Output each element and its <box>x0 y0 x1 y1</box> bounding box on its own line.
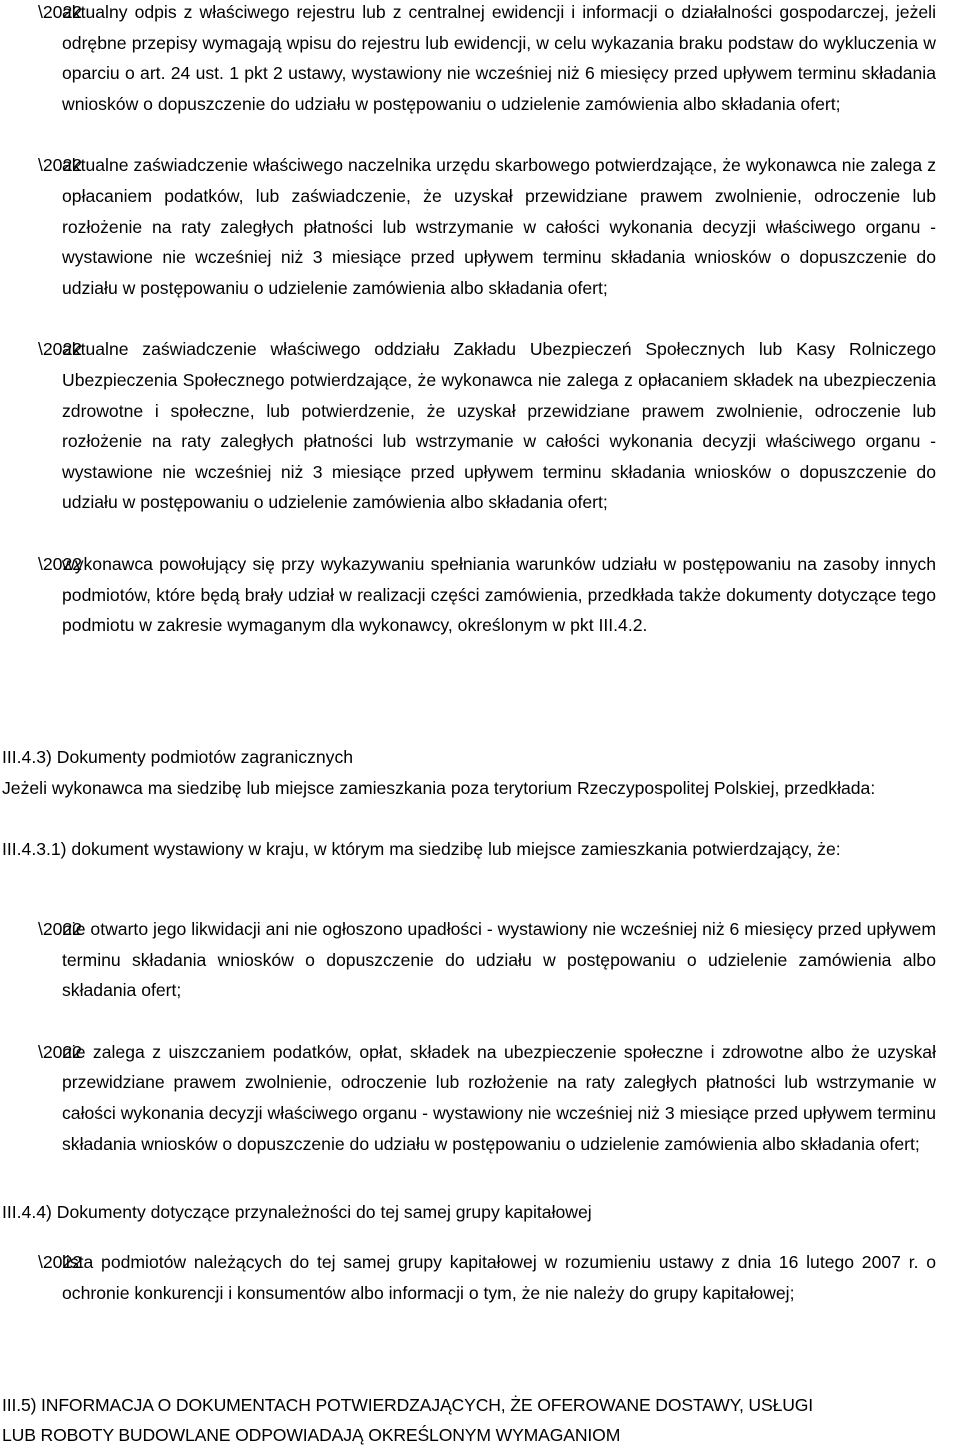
document-list-433 <box>0 914 960 1159</box>
section-heading-444: III.4.4) Dokumenty dotyczące przynależności do tej samej grupy kapitałowej <box>2 1202 592 1222</box>
section-heading-35-line1: III.5) INFORMACJA O DOKUMENTACH POTWIERDZAJĄCYCH, ŻE OFEROWANE DOSTAWY, USŁUGI <box>2 1395 814 1415</box>
list-item: • aktualne zaświadczenie właściwego oddziału Zakładu Ubezpieczeń Społecznych lub Kasy Rolniczego Ubezpieczenia Społecznego potwierdzające, że wykonawca nie zalega z opłacaniem składek na ubezpieczenia zdrowotne i społeczne, lub potwierdzenie, że uzyskał przewidziane prawem zwolnienie, odroczenie lub rozłożenie na raty zaległych płatności lub wstrzymanie w całości wykonania decyzji właściwego organu - wystawione nie wcześniej niż 3 miesiące przed upływem terminu składania wniosków o dopuszczenie do udziału w postępowaniu o udzielenie zamówienia albo składania ofert; <box>0 334 960 518</box>
list-item: • aktualne zaświadczenie właściwego naczelnika urzędu skarbowego potwierdzające, że wykonawca nie zalega z opłacaniem podatków, lub zaświadczenie, że uzyskał przewidziane prawem zwolnienie, odroczenie lub rozłożenie na raty zaległych płatności lub wstrzymanie w całości wykonania decyzji właściwego organu - wystawione nie wcześniej niż 3 miesiące przed upływem terminu składania wniosków o dopuszczenie do udziału w postępowaniu o udzielenie zamówienia albo składania ofert; <box>0 150 960 303</box>
list-item: • wykonawca powołujący się przy wykazywaniu spełniania warunków udziału w postępowaniu na zasoby innych podmiotów, które będą brały udział w realizacji części zamówienia, przedkłada także dokumenty dotyczące tego podmiotu w zakresie wymaganym dla wykonawcy, określonym w pkt III.4.2. <box>0 549 960 641</box>
list-item: • nie otwarto jego likwidacji ani nie ogłoszono upadłości - wystawiony nie wcześniej niż 6 miesięcy przed upływem terminu składania wniosków o dopuszczenie do udziału w postępowaniu o udzielenie zamówienia albo składania ofert; <box>0 914 960 1006</box>
section-heading-35-line2: LUB ROBOTY BUDOWLANE ODPOWIADAJĄ OKREŚLONYM WYMAGANIOM <box>2 1425 621 1445</box>
list-item: • nie zalega z uiszczaniem podatków, opłat, składek na ubezpieczenie społeczne i zdrowotne albo że uzyskał przewidziane prawem zwolnienie, odroczenie lub rozłożenie na raty zaległych płatności lub wstrzymanie w całości wykonania decyzji właściwego organu - wystawiony nie wcześniej niż 3 miesiące przed upływem terminu składania wniosków o dopuszczenie do udziału w postępowaniu o udzielenie zamówienia albo składania ofert; <box>0 1037 960 1159</box>
document-list-444 <box>0 1247 960 1308</box>
list-item: • lista podmiotów należących do tej samej grupy kapitałowej w rozumieniu ustawy z dnia 16 lutego 2007 r. o ochronie konkurencji i konsumentów albo informacji o tym, że nie należy do grupy kapitałowej; <box>0 1247 960 1308</box>
section-intro-433: Jeżeli wykonawca ma siedzibę lub miejsce zamieszkania poza terytorium Rzeczypospolitej Polskiej, przedkłada: <box>2 778 876 798</box>
section-heading-433: III.4.3) Dokumenty podmiotów zagranicznych <box>2 747 354 767</box>
list-item: • aktualny odpis z właściwego rejestru lub z centralnej ewidencji i informacji o działalności gospodarczej, jeżeli odrębne przepisy wymagają wpisu do rejestru lub ewidencji, w celu wykazania braku podstaw do wykluczenia w oparciu o art. 24 ust. 1 pkt 2 ustawy, wystawiony nie wcześniej niż 6 miesięcy przed upływem terminu składania wniosków o dopuszczenie do udziału w postępowaniu o udzielenie zamówienia albo składania ofert; <box>0 0 960 119</box>
section-sub-4331: III.4.3.1) dokument wystawiony w kraju, w którym ma siedzibę lub miejsce zamieszkania potwierdzający, że: <box>2 839 841 859</box>
document-list-block1 <box>0 0 960 641</box>
